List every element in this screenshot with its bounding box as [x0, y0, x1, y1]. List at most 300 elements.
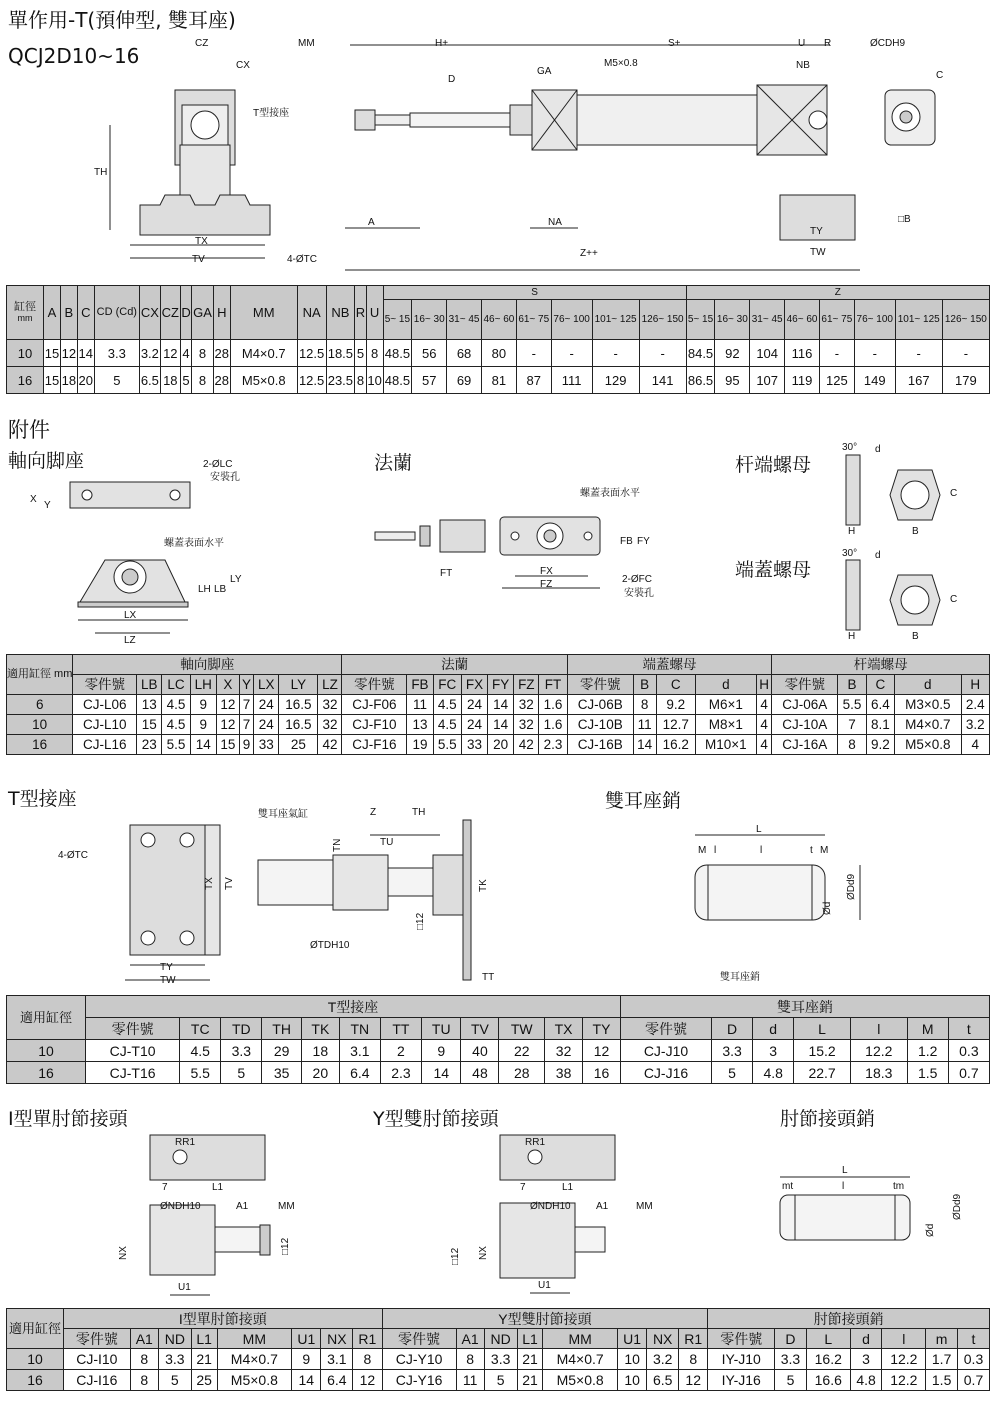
accessory-drawings	[0, 442, 1000, 650]
col-header: d	[753, 1018, 794, 1040]
table-cell: 104	[750, 340, 785, 367]
table-cell: 5	[158, 1370, 191, 1391]
svg-text:LX: LX	[124, 610, 137, 621]
svg-text:Z: Z	[370, 807, 377, 818]
svg-text:CX: CX	[236, 60, 250, 71]
table-cell: 19	[407, 735, 433, 755]
svg-text:□12: □12	[450, 1247, 461, 1265]
svg-text:RR1: RR1	[175, 1137, 196, 1148]
svg-text:L: L	[842, 1165, 848, 1176]
col-header: FC	[433, 675, 461, 695]
group-header: 端蓋螺母	[567, 655, 772, 675]
svg-text:□B: □B	[898, 214, 911, 225]
col-header: A1	[130, 1329, 158, 1349]
table-cell: 12	[216, 695, 239, 715]
z-range-header: 46~ 60	[785, 300, 820, 340]
table-cell: M10×1	[695, 735, 756, 755]
col-header: TN	[339, 1018, 380, 1040]
table-cell: 5	[484, 1370, 517, 1391]
table-cell: 15	[137, 715, 162, 735]
table-cell: 24	[461, 695, 487, 715]
table-cell: 8	[456, 1349, 484, 1370]
table-cell: 3.3	[158, 1349, 191, 1370]
clevis-pin-drawing	[680, 820, 880, 990]
svg-text:2-ØFC: 2-ØFC	[622, 574, 652, 585]
table-cell: 5	[355, 340, 366, 367]
s-range-header: 46~ 60	[481, 300, 516, 340]
table-cell: CJ-06A	[772, 695, 838, 715]
svg-text:安裝孔: 安裝孔	[210, 472, 240, 483]
table-cell: 14	[292, 1370, 321, 1391]
table-cell: 8	[130, 1349, 158, 1370]
col-header: TV	[461, 1018, 499, 1040]
s-range-header: 101~ 125	[592, 300, 639, 340]
col-header: 零件號	[708, 1329, 775, 1349]
col-header: MM	[230, 286, 297, 340]
table-cell: 5	[221, 1062, 262, 1084]
table-cell: M3×0.5	[895, 695, 962, 715]
col-header: TH	[262, 1018, 302, 1040]
table-cell: 20	[488, 735, 514, 755]
z-range-header: 61~ 75	[819, 300, 854, 340]
z-range-header: 31~ 45	[750, 300, 785, 340]
table-cell: 16.6	[806, 1370, 850, 1391]
pin-title: 肘節接頭銷	[780, 1108, 876, 1130]
svg-text:NX: NX	[118, 1246, 129, 1260]
table-cell: 56	[412, 340, 447, 367]
col-header: GA	[192, 286, 214, 340]
col-header: LY	[279, 675, 318, 695]
table-cell: 6.5	[139, 367, 160, 394]
table-cell: 33	[254, 735, 279, 755]
table-cell: 32	[514, 695, 539, 715]
table-cell: 11	[407, 695, 433, 715]
svg-text:TW: TW	[160, 975, 176, 986]
table-cell: 12	[679, 1370, 708, 1391]
table-cell: 3.3	[221, 1040, 262, 1062]
table-cell: 3.3	[94, 340, 139, 367]
table-cell: 14	[633, 735, 656, 755]
spec-table	[6, 285, 990, 394]
table-cell: 12.2	[850, 1040, 907, 1062]
z-range-header: 76~ 100	[854, 300, 895, 340]
svg-text:d: d	[875, 550, 881, 561]
col-header: 零件號	[64, 1329, 131, 1349]
table-cell: 10	[7, 1040, 86, 1062]
table-cell: CJ-06B	[567, 695, 633, 715]
table-cell: 18	[60, 367, 77, 394]
table-cell: 68	[447, 340, 482, 367]
col-header: LC	[162, 675, 190, 695]
svg-text:TY: TY	[810, 226, 823, 237]
table-cell: 21	[517, 1349, 543, 1370]
table-cell: CJ-Y10	[382, 1349, 456, 1370]
table-cell: 15.2	[794, 1040, 851, 1062]
table-cell: 9	[292, 1349, 321, 1370]
z-header: Z	[686, 286, 989, 300]
table-cell: CJ-L16	[73, 735, 137, 755]
table-cell: 86.5	[686, 367, 715, 394]
table-cell: 18	[301, 1040, 339, 1062]
clevis-pin-title: 雙耳座銷	[605, 790, 682, 812]
col-header: A1	[456, 1329, 484, 1349]
table-cell: 84.5	[686, 340, 715, 367]
col-header: 零件號	[567, 675, 633, 695]
table-cell: M4×0.7	[895, 715, 962, 735]
svg-text:CZ: CZ	[195, 38, 209, 49]
table-cell: 3.1	[339, 1040, 380, 1062]
col-header: R	[355, 286, 366, 340]
table-cell: 32	[318, 695, 342, 715]
table-cell: 5	[712, 1062, 753, 1084]
col-header: LZ	[318, 675, 342, 695]
table-cell: 3.2	[961, 715, 989, 735]
table-cell: 1.2	[907, 1040, 948, 1062]
col-header: TC	[180, 1018, 221, 1040]
group-header: Y型雙肘節接頭	[382, 1309, 708, 1329]
col-header: TY	[583, 1018, 621, 1040]
table-cell: 4	[756, 695, 771, 715]
table-cell: 12.2	[882, 1349, 926, 1370]
main-drawing	[0, 30, 1000, 280]
svg-text:□12: □12	[280, 1237, 291, 1255]
col-header: LX	[254, 675, 279, 695]
svg-text:FY: FY	[637, 536, 650, 547]
col-header: CX	[139, 286, 160, 340]
table-cell: 1.5	[926, 1370, 958, 1391]
col-header: NX	[647, 1329, 679, 1349]
svg-text:TK: TK	[478, 879, 489, 892]
bore-header: 適用缸徑 mm	[7, 655, 73, 695]
col-header: TT	[380, 1018, 421, 1040]
svg-text:TX: TX	[204, 877, 215, 890]
table-cell: 125	[819, 367, 854, 394]
table-cell: 40	[461, 1040, 499, 1062]
table-cell: CJ-F10	[342, 715, 407, 735]
table-cell: 3.3	[775, 1349, 807, 1370]
table-cell: 129	[592, 367, 639, 394]
col-header: B	[838, 675, 866, 695]
s-header: S	[383, 286, 686, 300]
svg-text:A1: A1	[236, 1201, 249, 1212]
svg-text:4-ØTC: 4-ØTC	[58, 850, 88, 861]
table-cell: -	[819, 340, 854, 367]
svg-text:GA: GA	[537, 66, 552, 77]
svg-text:螺蓋表面水平: 螺蓋表面水平	[164, 538, 224, 549]
table-cell: 8	[353, 1349, 382, 1370]
table-cell: 1.6	[539, 695, 567, 715]
table-cell: CJ-T10	[86, 1040, 180, 1062]
svg-text:LB: LB	[214, 584, 227, 595]
s-range-header: 61~ 75	[516, 300, 551, 340]
page-title: 單作用-T(預伸型, 雙耳座)	[8, 8, 236, 32]
col-header: NB	[326, 286, 355, 340]
svg-text:l: l	[760, 845, 763, 856]
table-cell: 1.6	[539, 715, 567, 735]
col-header: L1	[517, 1329, 543, 1349]
table-cell: 5.5	[433, 735, 461, 755]
table-cell: 24	[461, 715, 487, 735]
table-cell: 0.7	[948, 1062, 989, 1084]
table-cell: 48.5	[383, 367, 412, 394]
table-cell: 2	[380, 1040, 421, 1062]
col-header: CZ	[160, 286, 180, 340]
table-cell: 12.7	[656, 715, 695, 735]
table-cell: 16.5	[279, 695, 318, 715]
table-cell: 24	[254, 695, 279, 715]
table-cell: -	[516, 340, 551, 367]
col-header: FX	[461, 675, 487, 695]
table-cell: 6.4	[321, 1370, 353, 1391]
svg-text:TW: TW	[810, 247, 826, 258]
table-cell: 149	[854, 367, 895, 394]
table-cell: 13	[137, 695, 162, 715]
group-header: I型單肘節接頭	[64, 1309, 383, 1329]
table-cell: 2.3	[380, 1062, 421, 1084]
table-cell: 35	[262, 1062, 302, 1084]
s-range-header: 31~ 45	[447, 300, 482, 340]
svg-text:C: C	[936, 70, 944, 81]
table-cell: 7	[239, 715, 253, 735]
svg-text:NA: NA	[548, 217, 562, 228]
z-range-header: 101~ 125	[895, 300, 942, 340]
table-cell: 10	[617, 1370, 646, 1391]
svg-text:R: R	[824, 38, 832, 49]
table-cell: 4	[180, 340, 191, 367]
col-header: d	[850, 1329, 882, 1349]
svg-text:4-ØTC: 4-ØTC	[287, 254, 317, 265]
svg-text:M: M	[820, 845, 829, 856]
table-cell: 5.5	[180, 1062, 221, 1084]
table-cell: 4.8	[850, 1370, 882, 1391]
col-header: FT	[539, 675, 567, 695]
table-cell: 111	[551, 367, 592, 394]
svg-text:M: M	[698, 845, 707, 856]
col-header: R1	[679, 1329, 708, 1349]
z-range-header: 126~ 150	[942, 300, 989, 340]
y-joint-title: Y型雙肘節接頭	[373, 1108, 499, 1130]
table-cell: 24	[254, 715, 279, 735]
col-header: m	[926, 1329, 958, 1349]
col-header: l	[850, 1018, 907, 1040]
table-cell: 11	[456, 1370, 484, 1391]
svg-text:TN: TN	[332, 838, 343, 852]
col-header: Y	[239, 675, 253, 695]
svg-text:H+: H+	[435, 38, 449, 49]
svg-text:ØDd9: ØDd9	[952, 1193, 963, 1220]
svg-text:TV: TV	[192, 254, 205, 265]
t-table	[6, 995, 990, 1084]
table-cell: -	[854, 340, 895, 367]
table-cell: CJ-F16	[342, 735, 407, 755]
svg-text:FX: FX	[540, 566, 553, 577]
table-cell: 15	[44, 340, 61, 367]
col-header: X	[216, 675, 239, 695]
col-header: C	[77, 286, 94, 340]
table-cell: 14	[488, 695, 514, 715]
col-header: LB	[137, 675, 162, 695]
table-cell: 5	[94, 367, 139, 394]
svg-text:tm: tm	[893, 1181, 905, 1192]
table-cell: 15	[216, 735, 239, 755]
table-cell: 8	[130, 1370, 158, 1391]
group-header: 肘節接頭銷	[708, 1309, 990, 1329]
col-header: TX	[545, 1018, 583, 1040]
table-cell: 8	[366, 340, 383, 367]
col-header: C	[866, 675, 894, 695]
table-cell: 12.2	[882, 1370, 926, 1391]
svg-text:ØNDH10: ØNDH10	[160, 1201, 201, 1212]
table-cell: 32	[318, 715, 342, 735]
table-cell: 16	[7, 1062, 86, 1084]
joint-drawings	[0, 1125, 1000, 1305]
col-header: d	[895, 675, 962, 695]
table-cell: 12	[216, 715, 239, 735]
col-header: U1	[617, 1329, 646, 1349]
col-header: H	[756, 675, 771, 695]
col-header: t	[948, 1018, 989, 1040]
table-cell: 119	[785, 367, 820, 394]
col-header: FY	[488, 675, 514, 695]
svg-text:TH: TH	[412, 807, 426, 818]
table-cell: 21	[517, 1370, 543, 1391]
svg-text:FT: FT	[440, 568, 453, 579]
svg-text:TT: TT	[482, 972, 495, 983]
svg-text:M5×0.8: M5×0.8	[604, 58, 638, 69]
table-cell: -	[639, 340, 686, 367]
table-cell: 4.5	[162, 695, 190, 715]
group-header: T型接座	[86, 996, 621, 1018]
group-header: 軸向脚座	[73, 655, 342, 675]
table-cell: 4.5	[433, 695, 461, 715]
col-header: TD	[221, 1018, 262, 1040]
col-header: D	[712, 1018, 753, 1040]
table-cell: 167	[895, 367, 942, 394]
col-header: D	[180, 286, 191, 340]
col-header: CD (Cd)	[94, 286, 139, 340]
group-header: 雙耳座銷	[620, 996, 989, 1018]
table-cell: CJ-J16	[620, 1062, 711, 1084]
table-cell: 48.5	[383, 340, 412, 367]
table-cell: -	[895, 340, 942, 367]
table-cell: 4.8	[753, 1062, 794, 1084]
col-header: U1	[292, 1329, 321, 1349]
svg-text:MM: MM	[636, 1201, 653, 1212]
table-cell: 4.5	[162, 715, 190, 735]
table-cell: 9.2	[656, 695, 695, 715]
table-cell: 8.1	[866, 715, 894, 735]
table-cell: 179	[942, 367, 989, 394]
table-cell: -	[551, 340, 592, 367]
table-cell: -	[592, 340, 639, 367]
table-cell: 23.5	[326, 367, 355, 394]
s-range-header: 16~ 30	[412, 300, 447, 340]
table-cell: 4	[756, 735, 771, 755]
group-header: 法蘭	[342, 655, 567, 675]
table-cell: 14	[77, 340, 94, 367]
table-cell: M5×0.8	[895, 735, 962, 755]
flange-title: 法蘭	[374, 452, 413, 474]
col-header: FB	[407, 675, 433, 695]
svg-text:ØNDH10: ØNDH10	[530, 1201, 571, 1212]
svg-text:LH: LH	[198, 584, 211, 595]
table-cell: 8	[192, 367, 214, 394]
svg-text:NB: NB	[796, 60, 810, 71]
svg-text:MM: MM	[298, 38, 315, 49]
table-cell: CJ-I16	[64, 1370, 131, 1391]
table-cell: 4	[756, 715, 771, 735]
table-cell: M5×0.8	[217, 1370, 292, 1391]
svg-text:2-ØLC: 2-ØLC	[203, 459, 233, 470]
svg-text:LY: LY	[230, 574, 242, 585]
svg-text:安裝孔: 安裝孔	[624, 588, 654, 599]
svg-text:U: U	[798, 38, 806, 49]
table-cell: 22.7	[794, 1062, 851, 1084]
table-cell: 4.5	[180, 1040, 221, 1062]
table-cell: 12	[353, 1370, 382, 1391]
table-cell: 16	[7, 1370, 64, 1391]
table-cell: 6.4	[866, 695, 894, 715]
acc-table	[6, 654, 990, 755]
col-header: ND	[484, 1329, 517, 1349]
svg-text:TU: TU	[380, 837, 394, 848]
table-cell: M5×0.8	[230, 367, 297, 394]
table-cell: 0.7	[958, 1370, 990, 1391]
joint-table	[6, 1308, 990, 1391]
table-cell: 21	[191, 1349, 217, 1370]
col-header: NX	[321, 1329, 353, 1349]
table-cell: 116	[785, 340, 820, 367]
svg-text:TV: TV	[224, 877, 235, 890]
table-cell: 12	[60, 340, 77, 367]
table-cell: 10	[366, 367, 383, 394]
col-header: d	[695, 675, 756, 695]
table-cell: 1.5	[907, 1062, 948, 1084]
svg-text:mt: mt	[782, 1181, 794, 1192]
table-cell: 20	[77, 367, 94, 394]
col-header: L	[806, 1329, 850, 1349]
table-cell: 2.4	[961, 695, 989, 715]
s-range-header: 76~ 100	[551, 300, 592, 340]
table-cell: 32	[514, 715, 539, 735]
col-header: MM	[543, 1329, 618, 1349]
svg-text:H: H	[848, 526, 856, 537]
table-cell: CJ-16A	[772, 735, 838, 755]
table-cell: 16.2	[656, 735, 695, 755]
table-cell: 0.3	[958, 1349, 990, 1370]
svg-text:Y: Y	[44, 500, 51, 511]
col-header: L1	[191, 1329, 217, 1349]
table-cell: CJ-10B	[567, 715, 633, 735]
table-cell: M5×0.8	[543, 1370, 618, 1391]
col-header: l	[882, 1329, 926, 1349]
bore-header: 缸徑 mm	[7, 286, 44, 340]
table-cell: 1.7	[926, 1349, 958, 1370]
table-cell: 141	[639, 367, 686, 394]
table-cell: 8	[355, 367, 366, 394]
table-cell: 23	[137, 735, 162, 755]
table-cell: 10	[617, 1349, 646, 1370]
col-header: H	[213, 286, 230, 340]
svg-text:雙耳座銷: 雙耳座銷	[720, 972, 760, 983]
table-cell: 0.3	[948, 1040, 989, 1062]
svg-text:d: d	[875, 444, 881, 455]
col-header: 零件號	[772, 675, 838, 695]
col-header: 零件號	[73, 675, 137, 695]
table-cell: 3.3	[712, 1040, 753, 1062]
col-header: D	[775, 1329, 807, 1349]
svg-text:C: C	[950, 594, 958, 605]
